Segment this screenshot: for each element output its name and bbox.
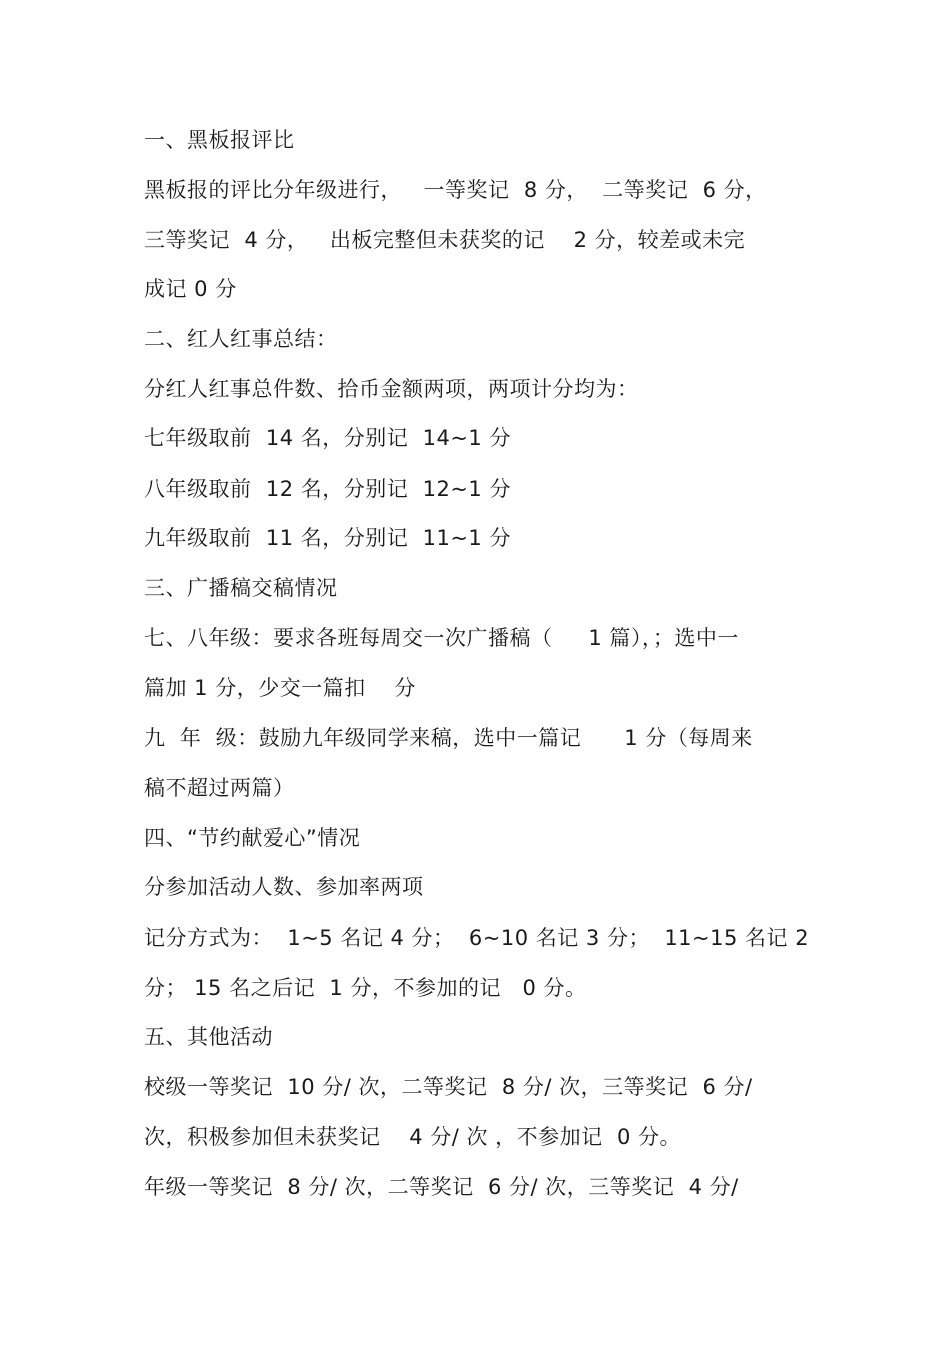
paragraph-line: 成记 0 分: [144, 277, 237, 301]
section-heading-charity: 四、“节约献爱心”情况: [144, 826, 361, 850]
paragraph-line: 稿不超过两篇）: [144, 776, 295, 800]
paragraph-line: 七年级取前 14 名，分别记 14~1 分: [144, 426, 511, 450]
paragraph-line: 校级一等奖记 10 分/ 次，二等奖记 8 分/ 次，三等奖记 6 分/: [144, 1075, 753, 1099]
paragraph-line: 记分方式为： 1~5 名记 4 分； 6~10 名记 3 分； 11~15 名记 2: [144, 926, 810, 950]
paragraph-line: 七、八年级：要求各班每周交一次广播稿（ 1 篇），；选中一: [144, 626, 739, 650]
section-heading-other-activities: 五、其他活动: [144, 1025, 273, 1049]
section-heading-blackboard: 一、黑板报评比: [144, 128, 295, 152]
paragraph-line: 八年级取前 12 名，分别记 12~1 分: [144, 477, 511, 501]
paragraph-line: 篇加 1 分，少交一篇扣 分: [144, 676, 416, 700]
paragraph-line: 九年级取前 11 名，分别记 11~1 分: [144, 526, 511, 550]
paragraph-line: 黑板报的评比分年级进行， 一等奖记 8 分， 二等奖记 6 分，: [144, 178, 767, 202]
paragraph-line: 分； 15 名之后记 1 分，不参加的记 0 分。: [144, 976, 587, 1000]
section-heading-good-deeds: 二、红人红事总结：: [144, 327, 338, 351]
paragraph-line: 年级一等奖记 8 分/ 次，二等奖记 6 分/ 次，三等奖记 4 分/: [144, 1175, 739, 1199]
paragraph-line: 分红人红事总件数、拾币金额两项，两项计分均为：: [144, 377, 639, 401]
paragraph-line: 分参加活动人数、参加率两项: [144, 875, 424, 899]
section-heading-broadcast: 三、广播稿交稿情况: [144, 576, 338, 600]
paragraph-line: 三等奖记 4 分， 出板完整但未获奖的记 2 分，较差或未完: [144, 228, 746, 252]
paragraph-line: 次，积极参加但未获奖记 4 分/ 次 ，不参加记 0 分。: [144, 1125, 682, 1149]
paragraph-line: 九 年 级：鼓励九年级同学来稿，选中一篇记 1 分（每周来: [144, 726, 753, 750]
